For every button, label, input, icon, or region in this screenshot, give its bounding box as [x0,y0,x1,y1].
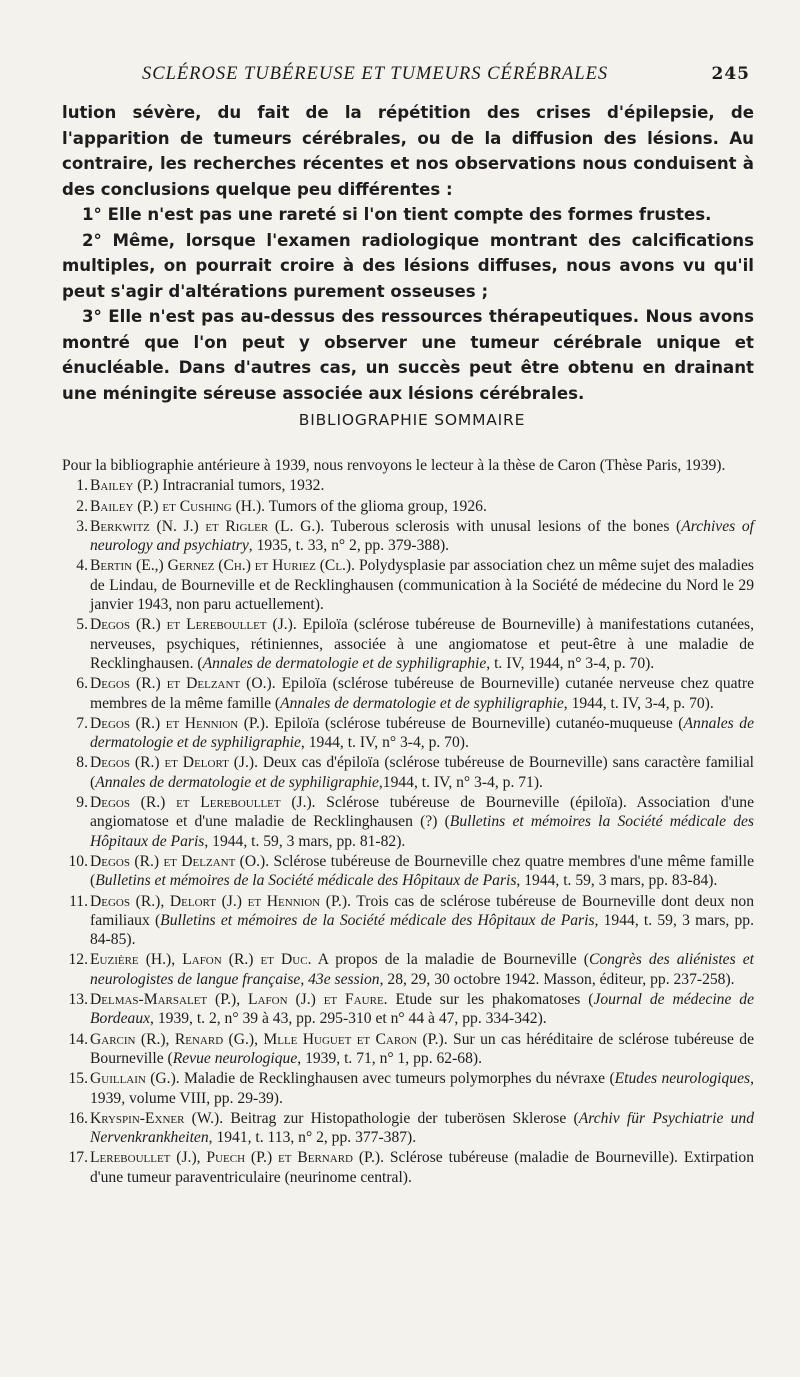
reference-entry [62,1069,754,1108]
reference-authors: Bertin (E.,) Gernez (Ch.) et Huriez (Cl.). [90,557,356,575]
reference-title: Sclérose tubéreuse (maladie de Bourneville). Extirpation d'une tumeur paraventriculaire (neurinome central). [90,1149,754,1186]
reference-number: 6. [76,675,88,693]
reference-number: 2. [76,497,88,515]
reference-title: Tuberous sclerosis with unusal lesions of the bones ( [324,517,682,535]
reference-details: , 1939, t. 2, n° 39 à 43, pp. 295-310 et n° 44 à 47, pp. 334-342). [150,1010,547,1028]
reference-entry [62,892,754,950]
reference-title: Etude sur les phakomatoses ( [387,991,594,1009]
reference-authors: Degos (R.) et Delzant (O.). [90,852,270,870]
reference-number: 7. [76,714,88,732]
reference-authors: Degos (R.) et Delzant (O.). [90,675,276,693]
paragraph: 2° Même, lorsque l'examen radiologique montrant des calcifications multiples, on pourrait croire à des lésions diffuses, nous avons vu qu'il peut s'agir d'altérations purement osseuses ; [62,230,754,301]
reference-details: , 1941, t. 113, n° 2, pp. 377-387). [208,1129,417,1147]
reference-authors: Bailey (P.) [90,477,159,495]
bibliography [62,456,754,1188]
reference-authors: Lereboullet (J.), Puech (P.) et Bernard (P.). [90,1149,384,1167]
paragraph: lution sévère, du fait de la répétition des crises d'épilepsie, de l'apparition de tumeurs cérébrales, ou de la diffusion des lésions. Au contraire, les recherches récentes et nos observations nous conduisent à des conclusions quelque peu différentes : [62,103,754,199]
reference-entry [62,714,754,753]
reference-title: Sur un cas héréditaire de sclérose tubéreuse de Bourneville ( [90,1030,754,1067]
reference-authors: Euzière (H.), Lafon (R.) et Duc. [90,951,312,969]
reference-authors: Delmas-Marsalet (P.), Lafon (J.) et Faure. [90,991,388,1009]
reference-source: Bulletins et mémoires de la Société médicale des Hôpitaux de Paris [95,872,517,890]
reference-title: Maladie de Recklinghausen avec tumeurs polymorphes du névraxe ( [179,1070,615,1088]
reference-entry [62,674,754,713]
reference-source: Archives of neurology and psychiatry [90,517,754,555]
reference-title: Sclérose tubéreuse de Bourneville chez quatre membres d'une même famille ( [90,852,754,890]
reference-authors: Degos (R.) et Delort (J.). [90,754,258,772]
reference-details: , 1944, t. IV, n° 3-4, p. 70). [300,734,469,752]
reference-title: Epiloïa (sclérose tubéreuse de Bourneville) cutanéo-muqueuse ( [268,714,684,732]
reference-title: Sclérose tubéreuse de Bourneville (épiloïa). Association d'une angiomatose et d'une maladie de Recklinghausen (?) ( [90,794,755,831]
reference-entry [62,517,754,556]
body-text [62,100,754,406]
reference-entry [62,556,754,614]
reference-details: , t. IV, 1944, n° 3-4, p. 70). [486,654,655,672]
reference-authors: Bailey (P.) et Cushing (H.). [90,497,266,515]
reference-details: , 1939, t. 71, n° 1, pp. 62-68). [297,1049,482,1067]
paragraph: 1° Elle n'est pas une rareté si l'on tient compte des formes frustes. [82,205,712,224]
reference-details: , 1944, t. 59, 3 mars, pp. 83-84). [516,872,718,890]
reference-authors: Degos (R.) et Lereboullet (J.). [90,616,297,634]
running-header [62,64,750,94]
reference-authors: Berkwitz (N. J.) et Rigler (L. G.). [90,517,325,535]
reference-details: , 1944, t. 59, 3 mars, pp. 81-82). [204,832,406,850]
reference-number: 16. [68,1109,88,1127]
reference-details: ,1944, t. IV, n° 3-4, p. 71). [378,773,543,791]
reference-source: Revue neurologique [172,1049,298,1067]
reference-source: Archiv für Psychiatrie und Nervenkrankheiten [90,1109,754,1147]
reference-entry [62,1030,754,1069]
reference-source: Congrès des aliénistes et neurologistes de langue française, 43e session [90,951,754,988]
reference-authors: Degos (R.) et Hennion (P.). [90,714,269,732]
paragraph: 3° Elle n'est pas au-dessus des ressources thérapeutiques. Nous avons montré que l'on peut y observer une tumeur cérébrale unique et énucléable. Dans d'autres cas, un succès peut être obtenu en drainant une méningite séreuse associée aux lésions cérébrales. [62,307,754,403]
reference-number: 15. [68,1070,88,1088]
reference-number: 3. [76,517,88,535]
reference-title: Epiloïa (sclérose tubéreuse de Bourneville) à manifestations cutanées, nerveuses, psychiques, rétiniennes, associée à une angiomatose et peut-être à une maladie de Recklinghausen. ( [90,616,754,672]
reference-title: Epiloïa (sclérose tubéreuse de Bourneville) cutanée nerveuse chez quatre membres de la même famille ( [90,675,754,712]
reference-entry [62,950,754,989]
reference-number: 13. [68,991,88,1009]
bibliography-heading: BIBLIOGRAPHIE SOMMAIRE [298,411,526,429]
running-title: SCLÉROSE TUBÉREUSE ET TUMEURS CÉRÉBRALES [142,64,609,84]
reference-authors: Degos (R.), Delort (J.) et Hennion (P.). [90,892,351,910]
reference-title: A propos de la maladie de Bourneville ( [311,951,589,969]
reference-title: Deux cas d'épiloïa (sclérose tubéreuse de Bourneville) sans caractère familial ( [90,754,754,791]
reference-number: 9. [76,794,88,812]
reference-details: , 1935, t. 33, n° 2, pp. 379-388). [248,537,450,555]
reference-source: Annales de dermatologie et de syphiligraphie [90,714,755,752]
reference-details: , 1944, t. 59, 3 mars, pp. 84-85). [90,911,754,949]
reference-title: Tumors of the glioma group, 1926. [265,497,487,515]
reference-number: 17. [68,1149,88,1167]
reference-entry [62,990,754,1029]
reference-number: 5. [76,616,88,634]
reference-title: Trois cas de sclérose tubéreuse de Bourneville dont deux non familiaux ( [90,892,754,929]
reference-source: Etudes neurologiques [614,1070,751,1088]
reference-details: , 1944, t. IV, 3-4, p. 70). [563,694,714,712]
reference-number: 11. [69,892,88,910]
reference-source: Bulletins et mémoires la Société médicale des Hôpitaux de Paris [90,813,754,850]
reference-entry [62,1148,754,1187]
reference-details: , 28, 29, 30 octobre 1942. Masson, éditeur, pp. 237-258). [379,970,735,988]
reference-source: Journal de médecine de Bordeaux [90,991,754,1028]
reference-number: 1. [76,477,88,495]
reference-source: Annales de dermatologie et de syphiligraphie [202,654,487,672]
reference-entry [62,615,754,673]
reference-source: Annales de dermatologie et de syphiligraphie [95,773,379,791]
reference-entry [62,497,754,516]
reference-list [62,476,754,1187]
reference-number: 14. [68,1030,88,1048]
reference-authors: Garcin (R.), Renard (G.), Mlle Huguet et Caron (P.). [90,1030,448,1048]
reference-authors: Degos (R.) et Lereboullet (J.). [90,794,316,812]
reference-number: 4. [76,557,88,575]
page-number: 245 [711,64,750,84]
reference-entry [62,753,754,792]
reference-number: 12. [68,951,88,969]
reference-details: , 1939, volume VIII, pp. 29-39). [90,1070,755,1107]
reference-number: 10. [68,852,88,870]
reference-entry [62,1109,754,1148]
reference-number: 8. [76,754,88,772]
reference-title: Intracranial tumors, 1932. [158,477,325,495]
reference-source: Bulletins et mémoires de la Société médicale des Hôpitaux de Paris [160,911,595,929]
reference-title: Polydysplasie par association chez un même sujet des maladies de Lindau, de Bourneville et de Recklinghausen (communication à la Société de médecine du Nord le 29 janvier 1943, non paru actuellement). [90,557,754,614]
reference-source: Annales de dermatologie et de syphiligraphie [280,694,564,712]
bibliography-intro: Pour la bibliographie antérieure à 1939, nous renvoyons le lecteur à la thèse de Caron (Thèse Paris, 1939). [62,457,726,474]
reference-entry [62,476,754,495]
reference-authors: Guillain (G.). [90,1070,180,1088]
reference-authors: Kryspin-Exner (W.). [90,1109,224,1127]
reference-entry [62,852,754,891]
reference-entry [62,793,754,851]
reference-title: Beitrag zur Histopathologie der tuberösen Sklerose ( [223,1109,579,1127]
